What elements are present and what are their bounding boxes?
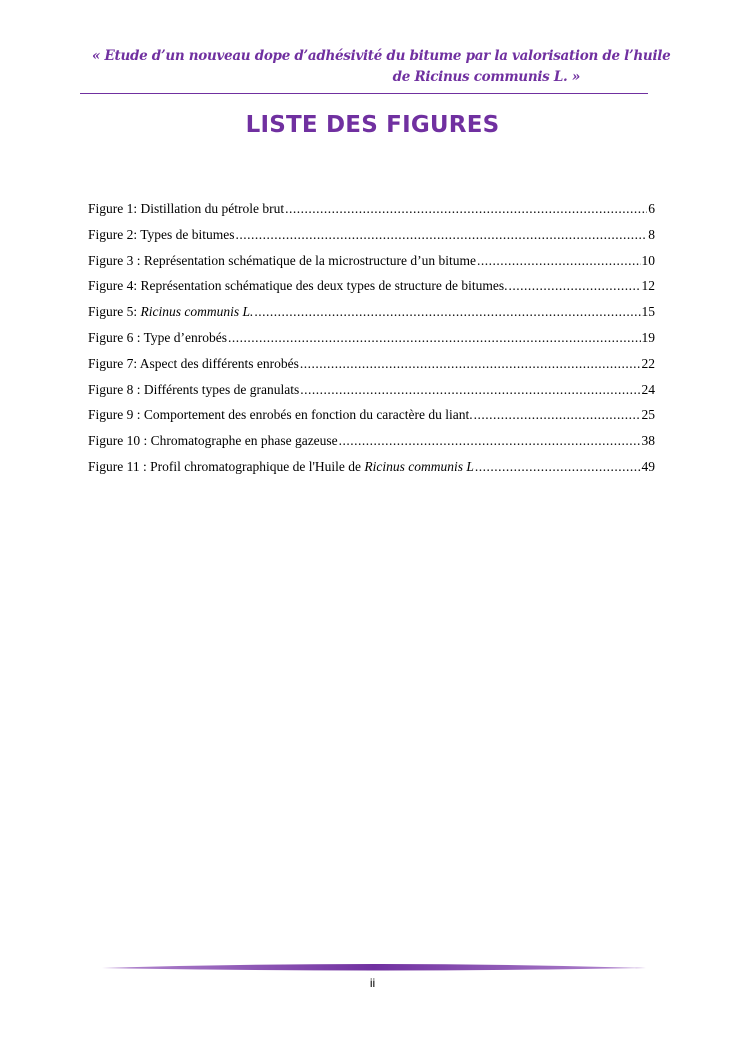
figure-entry-title: Figure 10 : Chromatographe en phase gazeuse (88, 433, 338, 449)
figure-entry-species-name: Ricinus communis L. (140, 304, 254, 320)
dot-leader (236, 227, 648, 243)
page-title: LISTE DES FIGURES (245, 112, 500, 138)
figure-entry-page: 19 (641, 329, 655, 345)
figure-entry-title: Figure 1: Distillation du pétrole brut (88, 201, 285, 216)
figure-entry[interactable] (88, 278, 655, 304)
figure-entry-title: Figure 7: Aspect des différents enrobés (88, 355, 299, 371)
dot-leader (474, 407, 641, 423)
figure-entry-title: Figure 11 : Profil chromatographique de l'Huile de (88, 458, 365, 474)
dot-leader (475, 459, 641, 475)
figure-entry-title: Figure 2: Types de bitumes (88, 226, 235, 242)
dot-leader (254, 304, 640, 320)
header-divider (80, 93, 648, 94)
figure-entry[interactable] (88, 304, 655, 330)
figure-entry-label (88, 201, 284, 217)
figure-entry-title: Figure 3 : Représentation schématique de la microstructure d’un bitume (88, 252, 477, 268)
figure-entry[interactable] (88, 459, 655, 485)
dot-leader (300, 382, 640, 398)
figure-entry-title: Figure 5: (88, 304, 141, 320)
figure-entry-species-name: Ricinus communis L (364, 458, 474, 474)
list-of-figures (88, 201, 655, 485)
figure-entry-title: Figure 4: Représentation schématique des deux types de structure de bitumes. (88, 278, 508, 294)
figure-entry[interactable] (88, 253, 655, 279)
dot-leader (477, 253, 640, 269)
figure-entry-label (88, 253, 476, 269)
figure-entry-label (88, 356, 299, 372)
figure-entry-label (88, 278, 508, 294)
dot-leader (285, 201, 647, 217)
figure-entry[interactable] (88, 433, 655, 459)
running-header-line-1: « Etude d’un nouveau dope d’adhésivité du bitume par la valorisation de l’huile (92, 48, 671, 64)
dot-leader (509, 278, 641, 294)
figure-entry-title: Figure 8 : Différents types de granulats (88, 381, 300, 397)
figure-entry-label (88, 433, 338, 449)
figure-entry-page: 24 (641, 381, 655, 397)
figure-entry-page: 25 (641, 407, 655, 423)
figure-entry-title: Figure 9 : Comportement des enrobés en fonction du caractère du liant. (88, 407, 473, 423)
figure-entry-label (88, 459, 474, 475)
dot-leader (339, 433, 641, 449)
figure-entry-label (88, 227, 235, 243)
figure-entry-page: 10 (641, 252, 655, 268)
figure-entry-label (88, 407, 473, 423)
figure-entry[interactable] (88, 407, 655, 433)
dot-leader (300, 356, 641, 372)
running-header (80, 48, 671, 94)
figure-entry-page: 49 (641, 458, 655, 474)
figure-entry-page: 15 (641, 304, 655, 320)
footer-divider (102, 961, 646, 975)
figure-entry-page: 8 (648, 226, 655, 242)
figure-entry-page: 22 (641, 355, 655, 371)
running-header-line-2: de Ricinus communis L. » (392, 69, 580, 85)
figure-entry-title: Figure 6 : Type d’enrobés (88, 329, 228, 345)
figure-entry-label (88, 330, 227, 346)
dot-leader (228, 330, 640, 346)
figure-entry[interactable] (88, 356, 655, 382)
figure-entry[interactable] (88, 227, 655, 253)
figure-entry[interactable] (88, 382, 655, 408)
figure-entry-page: 6 (648, 201, 655, 216)
figure-entry-page: 38 (641, 433, 655, 449)
figure-entry[interactable] (88, 330, 655, 356)
figure-entry-label (88, 382, 299, 398)
page-number: ii (369, 976, 376, 990)
figure-entry[interactable] (88, 201, 655, 227)
figure-entry-page: 12 (641, 278, 655, 294)
figure-entry-label (88, 304, 253, 320)
